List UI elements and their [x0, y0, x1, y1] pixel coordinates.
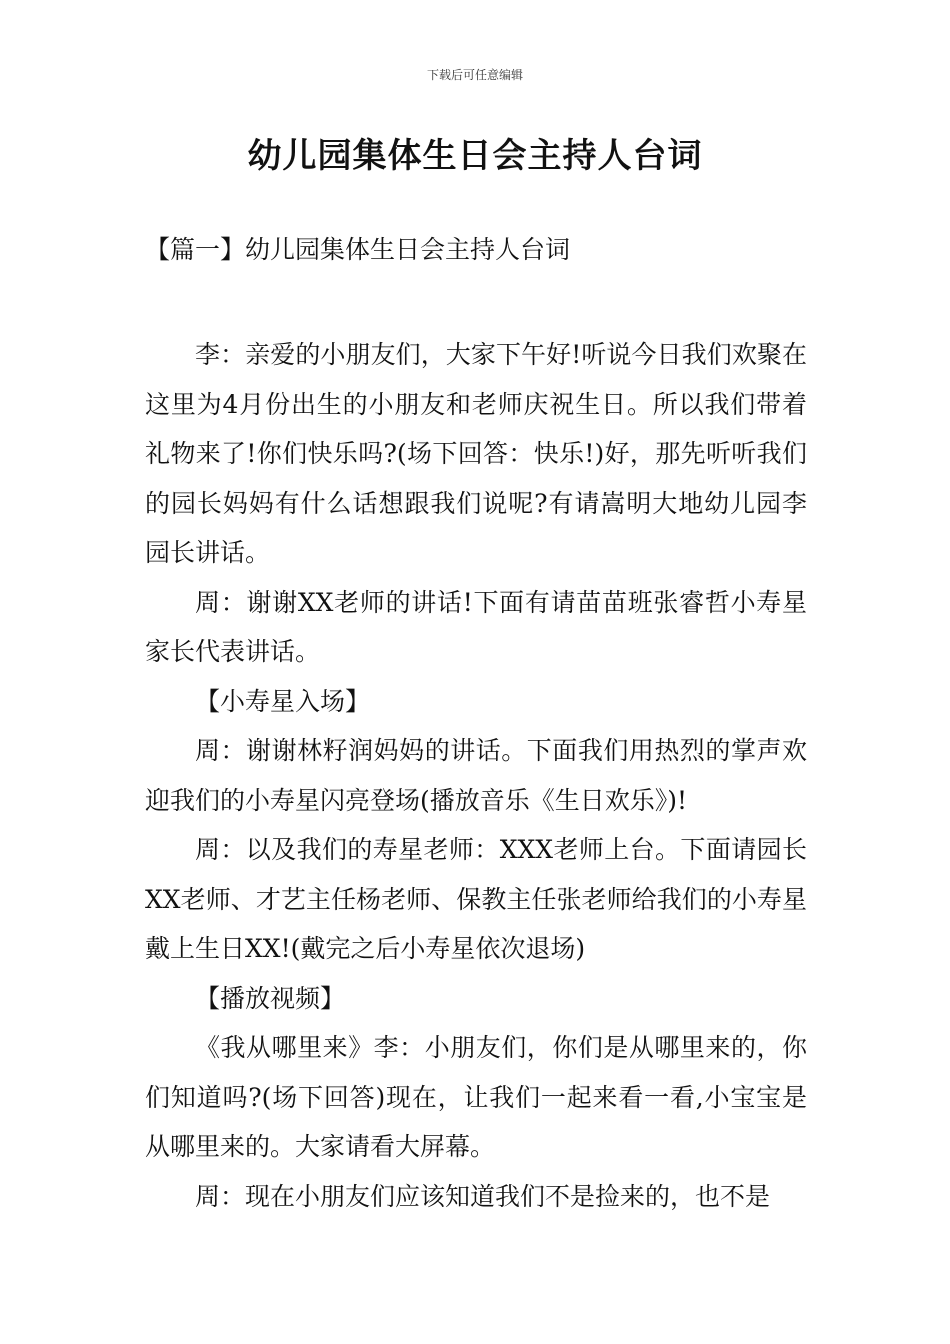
subsection-heading: 【小寿星入场】 [195, 686, 371, 716]
paragraph: 周：谢谢XX老师的讲话!下面有请苗苗班张睿哲小寿星家长代表讲话。 [145, 587, 807, 666]
subsection-heading: 【播放视频】 [195, 983, 346, 1013]
document-body [145, 330, 807, 1221]
section-heading: 【篇一】幼儿园集体生日会主持人台词 [145, 235, 571, 264]
paragraph: 李：亲爱的小朋友们，大家下午好!听说今日我们欢聚在这里为4月份出生的小朋友和老师庆祝生日。所以我们带着礼物来了!你们快乐吗?(场下回答：快乐!)好，那先听听我们的园长妈妈有什么话想跟我们说呢?有请嵩明大地幼儿园李园长讲话。 [145, 340, 807, 567]
document-title: 幼儿园集体生日会主持人台词 [247, 136, 703, 176]
header-note: 下载后可任意编辑 [426, 68, 523, 82]
paragraph: 周：谢谢林籽润妈妈的讲话。下面我们用热烈的掌声欢迎我们的小寿星闪亮登场(播放音乐《生日欢乐》)! [145, 736, 807, 815]
paragraph: 周：以及我们的寿星老师：XXX老师上台。下面请园长XX老师、才艺主任杨老师、保教主任张老师给我们的小寿星戴上生日XX!(戴完之后小寿星依次退场) [145, 835, 807, 963]
paragraph: 周：现在小朋友们应该知道我们不是捡来的，也不是 [195, 1181, 771, 1211]
paragraph: 《我从哪里来》李：小朋友们，你们是从哪里来的，你们知道吗?(场下回答)现在，让我们一起来看一看,小宝宝是从哪里来的。大家请看大屏幕。 [145, 1033, 807, 1161]
